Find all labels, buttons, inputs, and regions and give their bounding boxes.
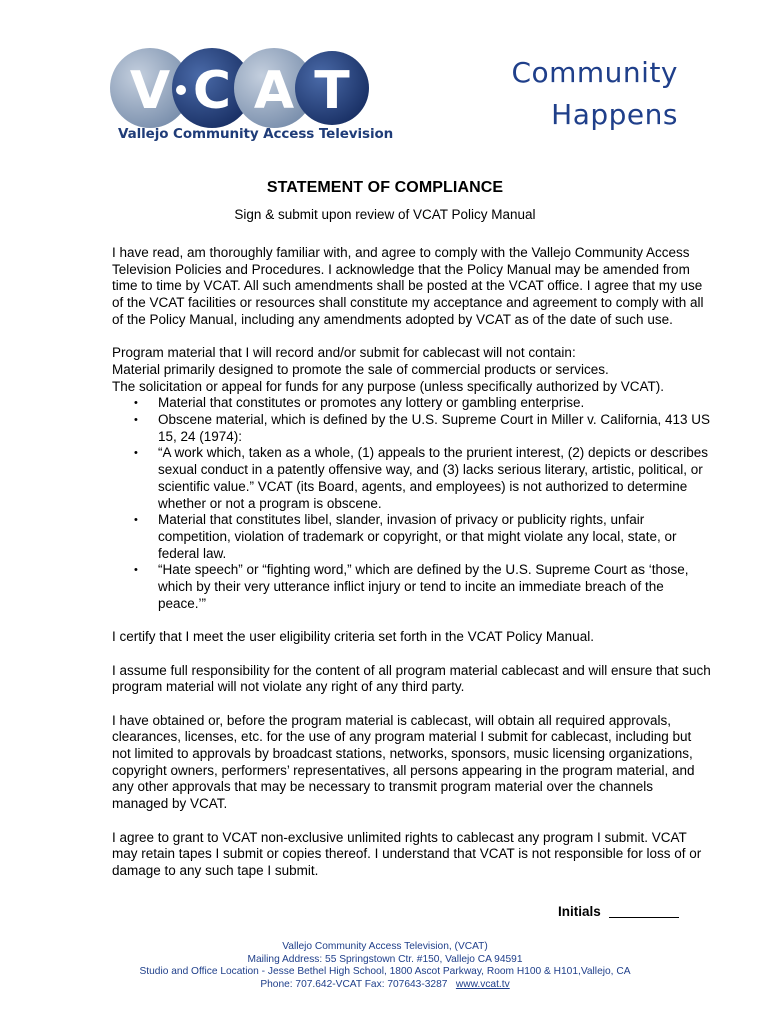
tagline-line-1: Community [511,56,678,89]
bullet-icon: • [134,397,138,410]
bullet-icon: • [134,414,138,427]
document-title: STATEMENT OF COMPLIANCE [266,179,504,196]
list-item [134,512,712,562]
program-intro: Program material that I will record and/or submit for cablecast will not contain: [112,345,576,361]
list-item-text: “Hate speech” or “fighting word,” which are defined by the U.S. Supreme Court as ‘those, which by their very utterance inflict injury or tend to incite an immediate breach of the peace.’” [158,562,689,611]
list-item-text: “A work which, taken as a whole, (1) appeals to the prurient interest, (2) depicts or describes sexual conduct in a patently offensive way, and (3) lacks serious literary, artistic, political, or scientific value.” VCAT (its Board, agents, and employees) is not authorized to determine whether or not a program is obscene. [158,445,709,511]
footer-phone-fax: Phone: 707.642-VCAT Fax: 707643-3287 [260,978,448,990]
bullet-icon: • [134,514,138,527]
document-subtitle: Sign & submit upon review of VCAT Policy Manual [234,207,536,222]
paragraph-approvals: I have obtained or, before the program material is cablecast, will obtain all required approvals, clearances, licenses, etc. for the use of any program material I submit for cablecast, including but not limited to approvals by broadcast stations, networks, sponsors, music licensing organizations, copyright owners, performers’ representatives, all persons appearing in the program material, and any other approvals that may be necessary to transmit program material over the channels managed by VCAT. [112,712,695,812]
list-item [134,412,712,445]
logo-letter-t: T [314,61,350,121]
list-item-text: Obscene material, which is defined by the U.S. Supreme Court in Miller v. California, 413 US 15, 24 (1974): [158,412,710,444]
logo-dot [176,85,186,95]
initials-signature-line[interactable] [609,917,679,918]
footer-contact [0,979,770,992]
paragraph-agreement: I have read, am thoroughly familiar with, and agree to comply with the Vallejo Community Access Television Policies and Procedures. I acknowledge that the Policy Manual may be amended from time to time by VCAT. All such amendments shall be posted at the VCAT office. I agree that my use of the VCAT facilities or resources shall constitute my acceptance and agreement to comply with all of the Policy Manual, including any amendments adopted by VCAT as of the date of such use. [112,245,704,327]
bullet-icon: • [134,447,138,460]
list-item [134,562,712,612]
footer-studio-location: Studio and Office Location - Jesse Bethel High School, 1800 Ascot Parkway, Room H100 & H101,Vallejo, CA [139,966,631,977]
list-item [134,445,712,512]
paragraph-certify: I certify that I meet the user eligibility criteria set forth in the VCAT Policy Manual. [112,629,594,645]
program-restriction-commercial: Material primarily designed to promote the sale of commercial products or services. [112,361,609,377]
list-item-text: Material that constitutes libel, slander, invasion of privacy or publicity rights, unfair competition, violation of trademark or copyright, or that might violate any local, state, or federal law. [158,512,677,561]
paragraph-rights: I agree to grant to VCAT non-exclusive unlimited rights to cablecast any program I submit. VCAT may retain tapes I submit or copies thereof. I understand that VCAT is not responsible for loss of or damage to any such tape I submit. [112,829,702,878]
restriction-list [112,395,712,612]
tagline-line-2: Happens [551,98,678,131]
vcat-logo [108,44,394,154]
initials-field [558,904,679,919]
logo-subtitle: Vallejo Community Access Television [118,126,394,142]
paragraph-responsibility: I assume full responsibility for the content of all program material cablecast and will ensure that such program material will not violate any right of any third party. [112,662,711,695]
logo-letter-v: V [129,61,171,121]
footer-organization: Vallejo Community Access Television, (VCAT) [282,941,488,952]
list-item-text: Material that constitutes or promotes any lottery or gambling enterprise. [158,395,585,411]
bullet-icon: • [134,564,138,577]
initials-label: Initials [558,904,601,919]
logo-letter-a: A [253,61,295,121]
list-item [134,395,712,412]
logo-letter-c: C [192,61,232,121]
program-restriction-solicitation: The solicitation or appeal for funds for any purpose (unless specifically authorized by VCAT). [112,378,665,394]
footer [0,941,770,991]
footer-mailing-address: Mailing Address: 55 Springstown Ctr. #150, Vallejo CA 94591 [247,953,523,965]
document-body [112,245,712,896]
tagline [511,52,678,136]
website-link[interactable]: www.vcat.tv [455,978,510,990]
vcat-logo-circles [108,44,370,134]
